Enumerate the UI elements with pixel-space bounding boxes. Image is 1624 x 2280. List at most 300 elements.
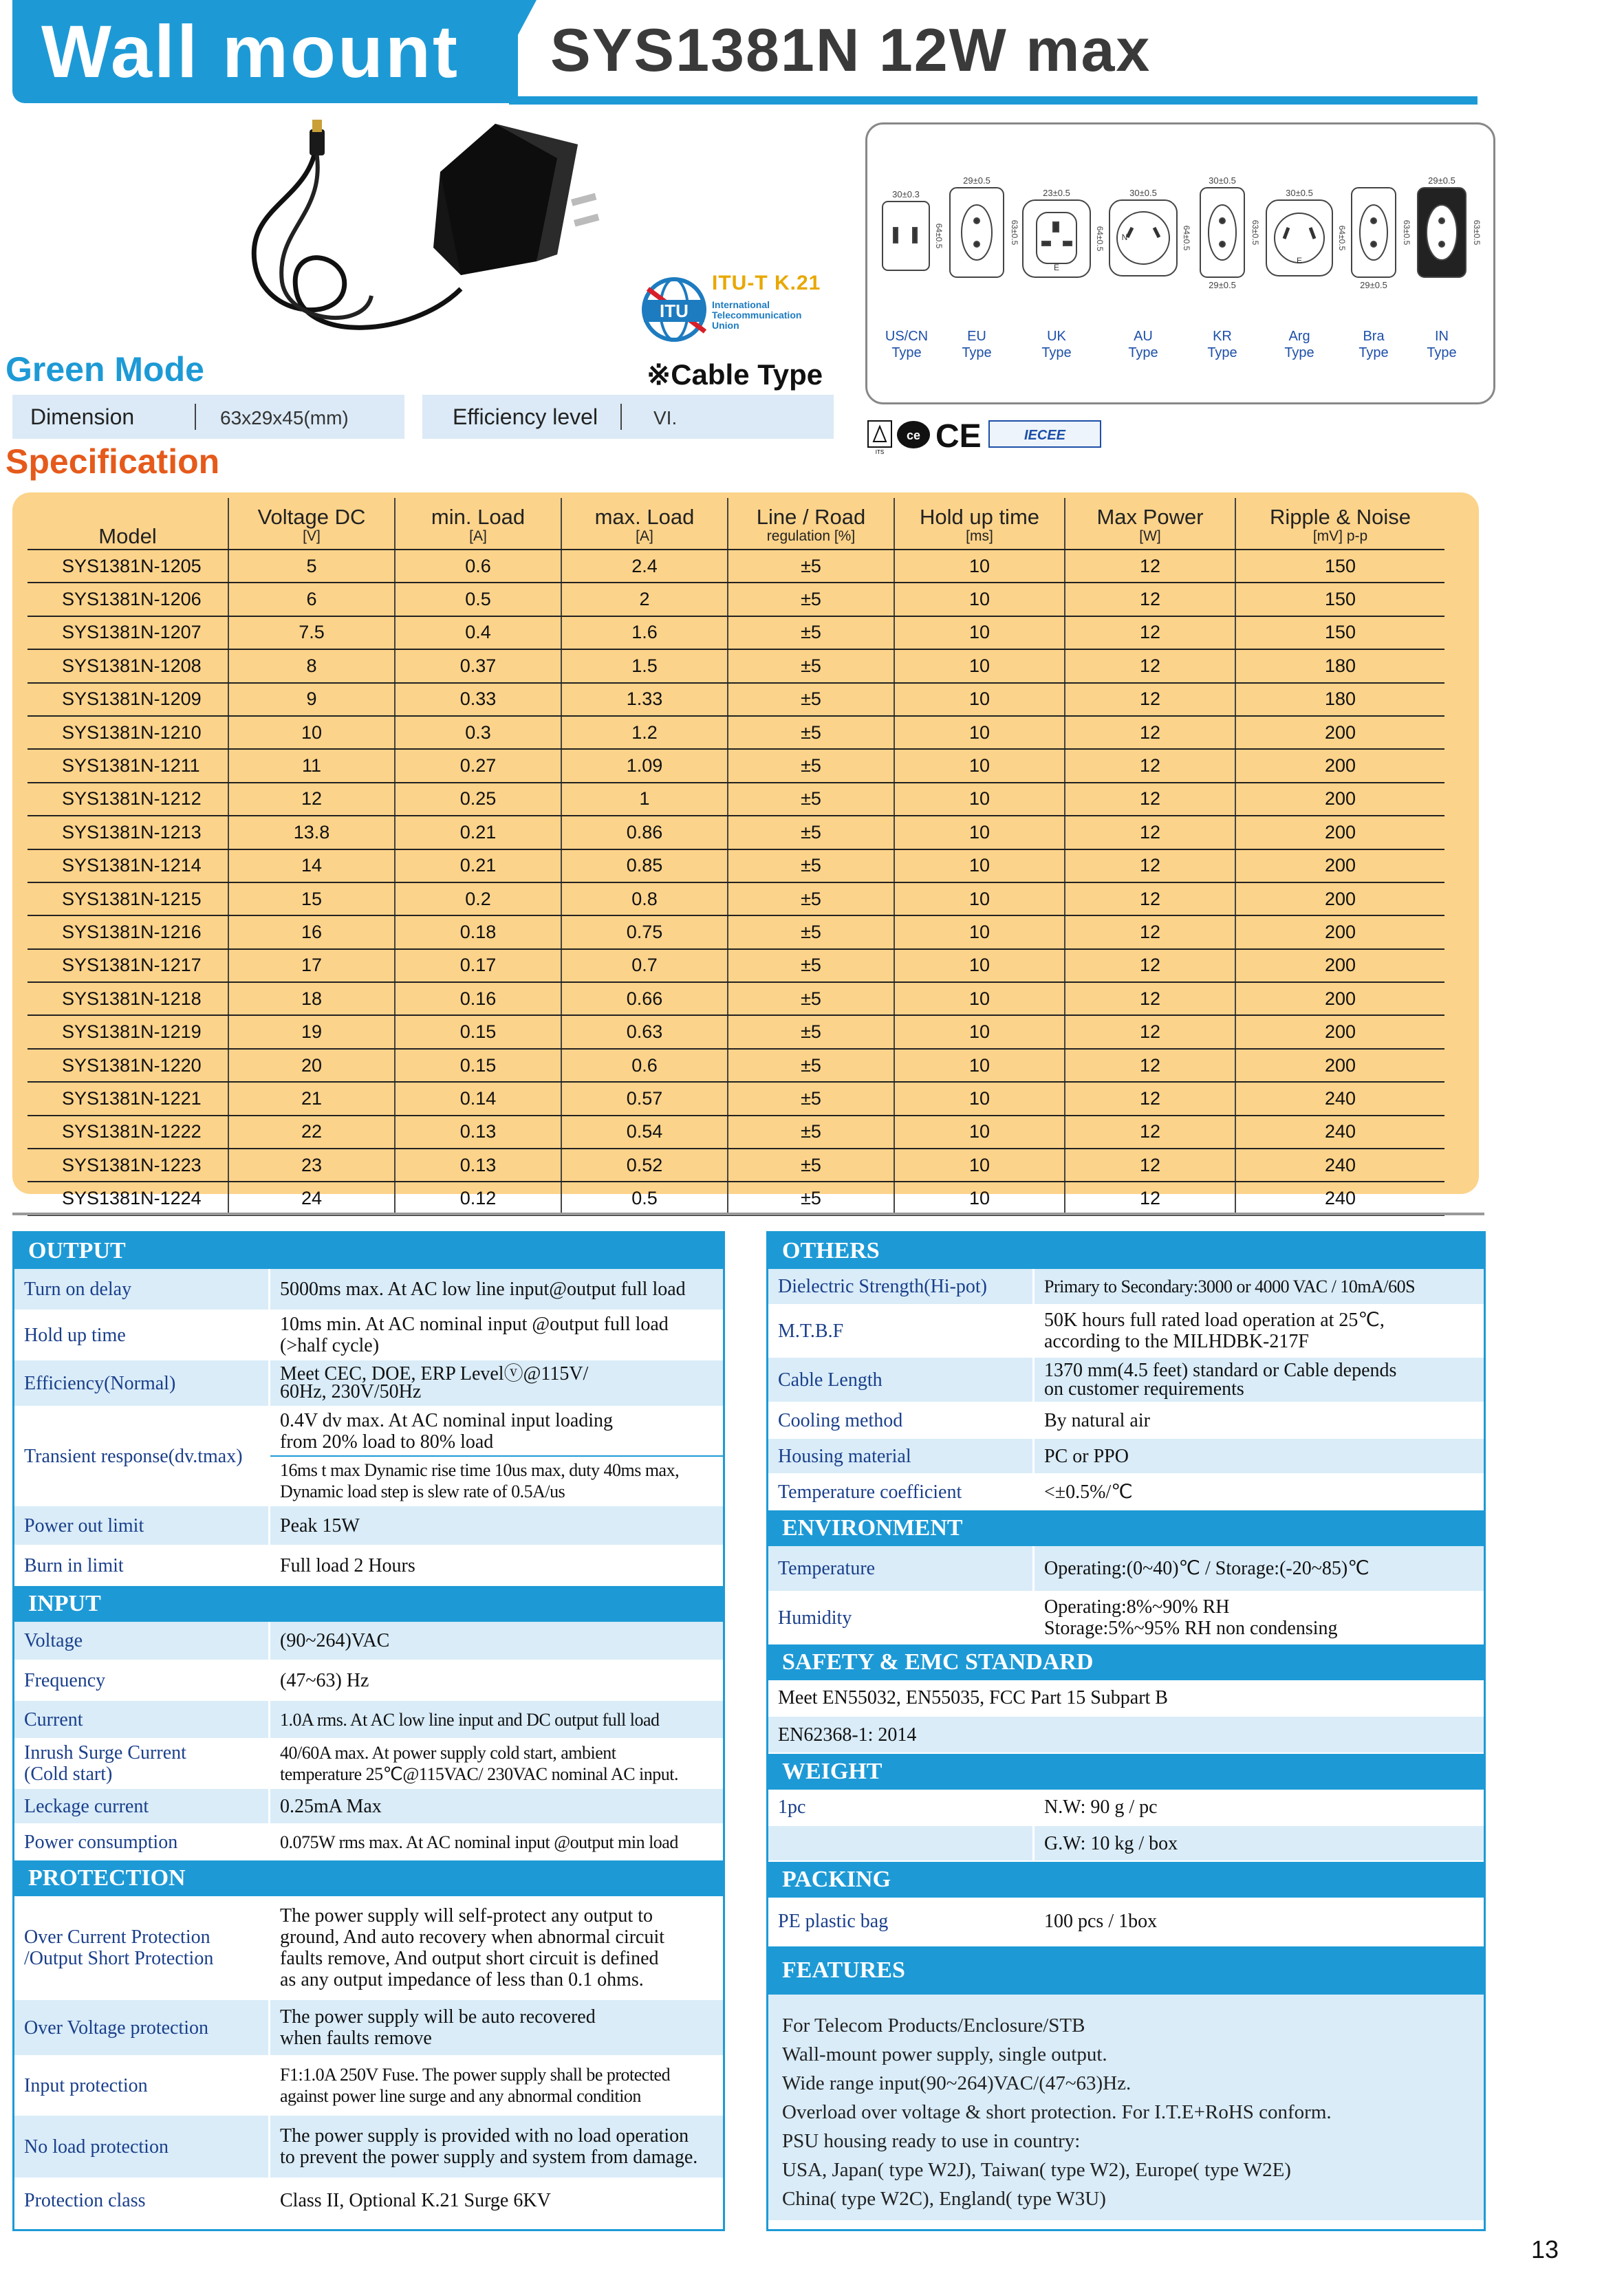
spec-table [28,498,1444,1216]
row-value: 0.4V dv max. At AC nominal input loading from 20% load to 80% load [270,1407,724,1456]
col-header: Ripple & Noise [mV] p-p [1235,498,1444,550]
col-header: Hold up time [ms] [894,498,1065,550]
model-cell: SYS1381N-1211 [28,749,228,782]
value-cell: ±5 [728,550,894,583]
value-cell: 10 [894,949,1065,982]
section-divider [12,1213,1484,1215]
value-cell: 12 [228,783,395,816]
value-cell: 200 [1235,749,1444,782]
row-value: The power supply is provided with no load operation to prevent the power supply and system from damage. [270,2115,724,2178]
row-value: 50K hours full rated load operation at 25℃, according to the MILHDBK-217F [1034,1305,1484,1357]
table-row [768,1438,1484,1474]
model-cell: SYS1381N-1222 [28,1116,228,1149]
row-key: Power out limit [14,1506,270,1545]
row-value: Operating:(0~40)℃ / Storage:(-20~85)℃ [1034,1546,1484,1592]
value-cell: 0.63 [561,1015,728,1048]
row-key: M.T.B.F [768,1305,1034,1357]
svg-text:64±0.5: 64±0.5 [1095,226,1105,252]
table-row [768,1716,1484,1753]
table-row [28,816,1444,849]
value-cell: 10 [894,1049,1065,1082]
table-row [28,649,1444,682]
value-cell: 10 [894,649,1065,682]
efficiency-value: VI. [653,407,678,428]
value-cell: 12 [1065,749,1235,782]
table-row [14,1310,723,1360]
value-cell: 0.13 [395,1149,561,1182]
feature-line: Overload over voltage & short protection. For I.T.E+RoHS conform. [782,2101,1332,2123]
value-cell: ±5 [728,649,894,682]
value-cell: 8 [228,649,395,682]
weight-table [768,1790,1484,1862]
svg-text:ce: ce [906,428,921,442]
row-value: 1.0A rms. At AC low line input and DC output full load [270,1700,724,1739]
value-cell: 12 [1065,550,1235,583]
model-cell: SYS1381N-1208 [28,649,228,682]
efficiency-box [422,395,834,439]
itu-k21-label: ITU-T K.21 [712,272,821,294]
table-row [14,1999,723,2056]
left-spec-column [12,1231,725,2231]
table-row [14,2178,723,2222]
plug-label-eu: EU Type [962,329,992,360]
feature-line: USA, Japan( type W2J), Taiwan( type W2), Europe( type W2E) [782,2159,1291,2181]
value-cell: 0.3 [395,716,561,749]
value-cell: 200 [1235,783,1444,816]
value-cell: 0.75 [561,915,728,948]
row-value: <±0.5%/℃ [1034,1474,1484,1510]
model-cell: SYS1381N-1217 [28,949,228,982]
row-key: Housing material [768,1438,1034,1474]
value-cell: 9 [228,683,395,716]
value-cell: 200 [1235,1049,1444,1082]
value-cell: 1.6 [561,616,728,649]
value-cell: 0.2 [395,882,561,915]
value-cell: 12 [1065,616,1235,649]
svg-text:64±0.5: 64±0.5 [1182,225,1191,251]
value-cell: 0.5 [395,583,561,616]
table-row [768,1546,1484,1592]
table-row [28,749,1444,782]
adapter-product-image [234,117,619,365]
model-cell: SYS1381N-1206 [28,583,228,616]
svg-text:63±0.5: 63±0.5 [1251,219,1260,246]
table-row [14,1739,723,1788]
table-row [28,1015,1444,1048]
model-cell: SYS1381N-1221 [28,1082,228,1115]
row-value: (47~63) Hz [270,1660,724,1700]
model-cell: SYS1381N-1207 [28,616,228,649]
value-cell: 200 [1235,982,1444,1015]
value-cell: 12 [1065,1149,1235,1182]
value-cell: 12 [1065,982,1235,1015]
row-value: Primary to Secondary:3000 or 4000 VAC / 10mA/60S [1034,1269,1484,1305]
value-cell: 200 [1235,816,1444,849]
plug-label-kr: KR Type [1207,329,1237,360]
value-cell: 200 [1235,915,1444,948]
value-cell: 0.6 [395,550,561,583]
value-cell: 0.5 [561,1182,728,1215]
table-row [28,1082,1444,1115]
row-key: Protection class [14,2178,270,2222]
table-row [14,1360,723,1407]
value-cell: 12 [1065,1116,1235,1149]
svg-text:30±0.5: 30±0.5 [1286,188,1313,198]
value-cell: 0.13 [395,1116,561,1149]
plug-label-bra: Bra Type [1358,329,1389,360]
value-cell: 200 [1235,882,1444,915]
feature-line: For Telecom Products/Enclosure/STB [782,2015,1085,2037]
table-row [768,1474,1484,1510]
feature-line: PSU housing ready to use in country: [782,2130,1081,2152]
table-row [14,1407,723,1456]
model-cell: SYS1381N-1205 [28,550,228,583]
table-row [14,1788,723,1824]
environment-heading: ENVIRONMENT [768,1510,1484,1546]
table-row [28,783,1444,816]
table-row [14,1896,723,1999]
row-value: 5000ms max. At AC low line input@output full load [270,1269,724,1310]
value-cell: 12 [1065,583,1235,616]
value-cell: 1.2 [561,716,728,749]
value-cell: 0.16 [395,982,561,1015]
value-cell: 0.7 [561,949,728,982]
model-cell: SYS1381N-1216 [28,915,228,948]
row-value: Class II, Optional K.21 Surge 6KV [270,2178,724,2222]
value-cell: 10 [894,749,1065,782]
value-cell: 0.27 [395,749,561,782]
table-row [28,616,1444,649]
row-key: Voltage [14,1622,270,1660]
value-cell: 0.25 [395,783,561,816]
svg-text:63±0.5: 63±0.5 [1472,219,1482,246]
certification-marks [867,418,1114,457]
value-cell: 0.8 [561,882,728,915]
ccc-mark-icon [897,421,930,448]
model-cell: SYS1381N-1224 [28,1182,228,1215]
model-cell: SYS1381N-1213 [28,816,228,849]
row-value: 0.075W rms max. At AC nominal input @output min load [270,1824,724,1860]
value-cell: 17 [228,949,395,982]
value-cell: 10 [894,882,1065,915]
row-value: 40/60A max. At power supply cold start, ambient temperature 25℃@115VAC/ 230VAC nominal AC input. [270,1739,724,1788]
row-key: Inrush Surge Current (Cold start) [14,1739,270,1788]
row-key: 1pc [768,1790,1034,1825]
col-header: Model [28,498,228,550]
value-cell: 240 [1235,1116,1444,1149]
value-cell: 14 [228,849,395,882]
plug-label-uk: UK Type [1041,329,1072,360]
value-cell: 19 [228,1015,395,1048]
right-spec-column [766,1231,1486,2231]
value-cell: 12 [1065,783,1235,816]
svg-text:63±0.5: 63±0.5 [1402,219,1411,246]
value-cell: 5 [228,550,395,583]
table-row [28,882,1444,915]
value-cell: 0.52 [561,1149,728,1182]
value-cell: ±5 [728,1015,894,1048]
value-cell: ±5 [728,749,894,782]
value-cell: 200 [1235,1015,1444,1048]
row-value: F1:1.0A 250V Fuse. The power supply shall be protected against power line surge and any abnormal condition [270,2056,724,2115]
value-cell: 11 [228,749,395,782]
value-cell: 7.5 [228,616,395,649]
value-cell: 23 [228,1149,395,1182]
ce-mark-icon [935,418,982,455]
plug-label-us-cn: US/CN Type [885,329,929,360]
row-key [768,1825,1034,1861]
value-cell: 200 [1235,849,1444,882]
feature-line: Wall-mount power supply, single output. [782,2043,1107,2065]
value-cell: 12 [1065,882,1235,915]
svg-text:23±0.5: 23±0.5 [1043,188,1070,198]
value-cell: 10 [894,583,1065,616]
protection-table [14,1896,723,2223]
header-underline [509,96,1477,105]
table-row [28,683,1444,716]
row-key: Temperature [768,1546,1034,1592]
row-key: Turn on delay [14,1269,270,1310]
value-cell: 2 [561,583,728,616]
value-cell: 200 [1235,949,1444,982]
value-cell: 6 [228,583,395,616]
value-cell: 0.66 [561,982,728,1015]
svg-text:29±0.5: 29±0.5 [1209,280,1236,290]
svg-text:29±0.5: 29±0.5 [1428,175,1455,186]
row-key: Dielectric Strength(Hi-pot) [768,1269,1034,1305]
value-cell: 20 [228,1049,395,1082]
svg-text:IECEE: IECEE [1024,428,1066,443]
value-cell: 0.4 [395,616,561,649]
cable-type-note: ※Cable Type [647,358,823,391]
row-key: Burn in limit [14,1545,270,1585]
specification-title: Specification [6,442,220,481]
table-row [28,1182,1444,1215]
row-key: Cable Length [768,1357,1034,1402]
value-cell: 10 [894,1116,1065,1149]
value-cell: 10 [894,1149,1065,1182]
table-row [28,1049,1444,1082]
table-row [14,1824,723,1860]
value-cell: 18 [228,982,395,1015]
efficiency-label: Efficiency level [453,404,598,429]
value-cell: 0.6 [561,1049,728,1082]
value-cell: 200 [1235,716,1444,749]
table-row [28,1116,1444,1149]
table-row [28,1149,1444,1182]
row-key: Leckage current [14,1788,270,1824]
value-cell: 0.54 [561,1116,728,1149]
value-cell: ±5 [728,949,894,982]
value-cell: 180 [1235,649,1444,682]
svg-text:ITS: ITS [875,449,885,455]
model-cell: SYS1381N-1210 [28,716,228,749]
table-row [768,1305,1484,1357]
model-cell: SYS1381N-1209 [28,683,228,716]
input-heading: INPUT [14,1586,723,1622]
safety-table [768,1680,1484,1754]
value-cell: 10 [894,550,1065,583]
value-cell: 1.09 [561,749,728,782]
row-key: Over Current Protection /Output Short Protection [14,1896,270,1999]
value-cell: 0.15 [395,1015,561,1048]
value-cell: 12 [1065,816,1235,849]
value-cell: ±5 [728,915,894,948]
dimension-label: Dimension [30,404,135,429]
value-cell: 0.21 [395,849,561,882]
model-cell: SYS1381N-1220 [28,1049,228,1082]
others-heading: OTHERS [768,1233,1484,1269]
row-key: Over Voltage protection [14,1999,270,2056]
col-header: max. Load [A] [561,498,728,550]
value-cell: 10 [894,816,1065,849]
value-cell: ±5 [728,1082,894,1115]
row-key: Temperature coefficient [768,1474,1034,1510]
packing-table [768,1898,1484,1946]
value-cell: 150 [1235,583,1444,616]
table-row [28,982,1444,1015]
row-value: Meet EN55032, EN55035, FCC Part 15 Subpart B [768,1680,1484,1716]
value-cell: ±5 [728,683,894,716]
value-cell: 12 [1065,1182,1235,1215]
value-cell: 10 [894,1015,1065,1048]
table-row [14,2056,723,2115]
value-cell: 2.4 [561,550,728,583]
value-cell: 0.86 [561,816,728,849]
model-cell: SYS1381N-1223 [28,1149,228,1182]
value-cell: ±5 [728,583,894,616]
value-cell: 12 [1065,649,1235,682]
value-cell: 10 [894,849,1065,882]
value-cell: ±5 [728,882,894,915]
value-cell: 240 [1235,1182,1444,1215]
value-cell: 15 [228,882,395,915]
value-cell: 10 [894,616,1065,649]
row-value: 1370 mm(4.5 feet) standard or Cable depends on customer requirements [1034,1357,1484,1402]
features-list [768,1995,1484,2220]
value-cell: 22 [228,1116,395,1149]
value-cell: 12 [1065,849,1235,882]
table-row [14,1622,723,1660]
value-cell: ±5 [728,783,894,816]
others-table [768,1269,1484,1510]
row-value: 100 pcs / 1box [1034,1898,1484,1946]
col-header: Voltage DC [V] [228,498,395,550]
header-banner-slant [481,0,537,103]
row-value: G.W: 10 kg / box [1034,1825,1484,1861]
safety-heading: SAFETY & EMC STANDARD [768,1644,1484,1680]
table-row [768,1825,1484,1861]
value-cell: 12 [1065,949,1235,982]
value-cell: 10 [894,683,1065,716]
row-key: PE plastic bag [768,1898,1034,1946]
table-row [768,1402,1484,1438]
value-cell: 0.18 [395,915,561,948]
value-cell: 10 [894,1082,1065,1115]
value-cell: 16 [228,915,395,948]
value-cell: 0.57 [561,1082,728,1115]
value-cell: 12 [1065,1015,1235,1048]
value-cell: 150 [1235,616,1444,649]
value-cell: 12 [1065,1049,1235,1082]
row-key: Power consumption [14,1824,270,1860]
table-row [14,1269,723,1310]
value-cell: ±5 [728,1049,894,1082]
row-key: Hold up time [14,1310,270,1360]
value-cell: ±5 [728,1149,894,1182]
value-cell: 10 [894,982,1065,1015]
row-value: EN62368-1: 2014 [768,1716,1484,1753]
value-cell: 10 [894,783,1065,816]
table-row [768,1592,1484,1644]
value-cell: ±5 [728,1116,894,1149]
value-cell: 0.33 [395,683,561,716]
table-row [14,1660,723,1700]
svg-text:63±0.5: 63±0.5 [1010,219,1019,246]
model-title: SYS1381N 12W max [550,16,1151,84]
value-cell: 24 [228,1182,395,1215]
row-key: Transient response(dv.tmax) [14,1407,270,1506]
svg-text:ITU: ITU [660,301,689,321]
green-mode-title: Green Mode [6,350,204,389]
row-value: The power supply will be auto recovered when faults remove [270,1999,724,2056]
protection-heading: PROTECTION [14,1860,723,1896]
value-cell: 10 [894,1182,1065,1215]
row-key: Humidity [768,1592,1034,1644]
plug-label-au: AU Type [1128,329,1158,360]
row-value: Peak 15W [270,1506,724,1545]
feature-line: China( type W2C), England( type W3U) [782,2188,1106,2210]
dimension-value: 63x29x45(mm) [220,407,349,428]
svg-text:E: E [1296,256,1303,265]
environment-table [768,1546,1484,1644]
value-cell: 12 [1065,683,1235,716]
value-cell: 13.8 [228,816,395,849]
row-value: (90~264)VAC [270,1622,724,1660]
model-cell: SYS1381N-1215 [28,882,228,915]
plug-label-arg: Arg Type [1284,329,1314,360]
value-cell: 0.85 [561,849,728,882]
page-number: 13 [1531,2235,1559,2263]
row-value: 10ms min. At AC nominal input @output full load (>half cycle) [270,1310,724,1360]
value-cell: ±5 [728,816,894,849]
model-cell: SYS1381N-1212 [28,783,228,816]
svg-text:64±0.5: 64±0.5 [1337,225,1347,251]
table-row [28,949,1444,982]
value-cell: 240 [1235,1149,1444,1182]
output-table [14,1269,723,1586]
table-row [28,915,1444,948]
row-key: No load protection [14,2115,270,2178]
row-value: Operating:8%~90% RH Storage:5%~95% RH non condensing [1034,1592,1484,1644]
value-cell: 1 [561,783,728,816]
row-value: Full load 2 Hours [270,1545,724,1585]
table-row [28,849,1444,882]
row-key: Frequency [14,1660,270,1700]
value-cell: 21 [228,1082,395,1115]
svg-text:30±0.3: 30±0.3 [892,189,920,199]
table-row [28,583,1444,616]
plug-label-in: IN Type [1427,329,1457,360]
spec-table-body [28,550,1444,1215]
iecee-mark-icon [989,421,1101,447]
plug-types-panel [865,122,1495,404]
its-mark-icon [868,421,891,455]
svg-text:29±0.5: 29±0.5 [1360,280,1387,290]
value-cell: 10 [894,915,1065,948]
value-cell: 0.14 [395,1082,561,1115]
svg-text:E: E [1053,263,1060,272]
